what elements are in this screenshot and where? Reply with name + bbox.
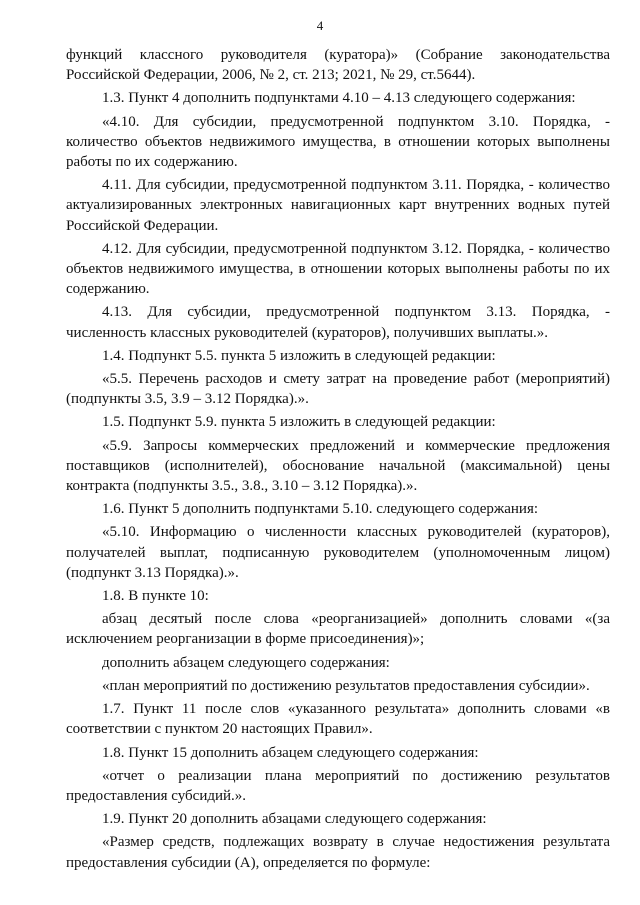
paragraph: «Размер средств, подлежащих возврату в случае недостижения результата предоставления субсидии (A), определяется по формуле:: [66, 834, 610, 871]
paragraph: 1.6. Пункт 5 дополнить подпунктами 5.10. следующего содержания:: [102, 501, 539, 518]
paragraph: 1.8. Пункт 15 дополнить абзацем следующего содержания:: [102, 744, 479, 761]
paragraph: абзац десятый после слова «реорганизацией» дополнить словами «(за исключением реорганизации в форме присоединения)»;: [66, 611, 610, 648]
paragraph: 1.7. Пункт 11 после слов «указанного результата» дополнить словами «в соответствии с пунктом 20 настоящих Правил».: [66, 701, 610, 738]
paragraph: «5.5. Перечень расходов и смету затрат на проведение работ (мероприятий) (подпункты 3.5, 3.9 – 3.12 Порядка).».: [66, 371, 610, 408]
paragraph: «4.10. Для субсидии, предусмотренной подпунктом 3.10. Порядка, - количество объектов недвижимого имущества, в отношении которых выполнены работы по их содержанию.: [66, 113, 610, 171]
document-body: [66, 45, 610, 876]
paragraph: дополнить абзацем следующего содержания:: [102, 654, 390, 671]
paragraph: 4.13. Для субсидии, предусмотренной подпунктом 3.13. Порядка, - численность классных руководителей (кураторов), получивших выплаты.».: [66, 304, 610, 341]
paragraph: «отчет о реализации плана мероприятий по достижению результатов предоставления субсидий.».: [66, 767, 610, 804]
paragraph: 1.4. Подпункт 5.5. пункта 5 изложить в следующей редакции:: [102, 347, 496, 364]
paragraph: функций классного руководителя (куратора)» (Собрание законодательства Российской Федерации, 2006, № 2, ст. 213; 2021, № 29, ст.5644).: [66, 47, 610, 84]
paragraph: 4.12. Для субсидии, предусмотренной подпунктом 3.12. Порядка, - количество объектов недвижимого имущества, в отношении которых выполнены работы по их содержанию.: [66, 240, 610, 298]
paragraph: «план мероприятий по достижению результатов предоставления субсидии».: [102, 677, 590, 694]
paragraph: 4.11. Для субсидии, предусмотренной подпунктом 3.11. Порядка, - количество актуализированных электронных навигационных карт внутренних водных путей Российской Федерации.: [66, 177, 610, 234]
paragraph: 1.8. В пункте 10:: [102, 588, 209, 605]
paragraph: 1.9. Пункт 20 дополнить абзацами следующего содержания:: [102, 811, 487, 828]
paragraph: 1.3. Пункт 4 дополнить подпунктами 4.10 – 4.13 следующего содержания:: [102, 90, 576, 107]
paragraph: 1.5. Подпункт 5.9. пункта 5 изложить в следующей редакции:: [102, 414, 496, 431]
paragraph: «5.10. Информацию о численности классных руководителей (кураторов), получателей выплат, подписанную руководителем (уполномоченным лицом) (подпункт 3.13 Порядка).».: [66, 524, 610, 581]
paragraph: «5.9. Запросы коммерческих предложений и коммерческие предложения поставщиков (исполнителей), обоснование начальной (максимальной) цены контракта (подпункты 3.5., 3.8., 3.10 – 3.12 Порядка).».: [66, 437, 610, 495]
page-number: 4: [316, 18, 324, 33]
